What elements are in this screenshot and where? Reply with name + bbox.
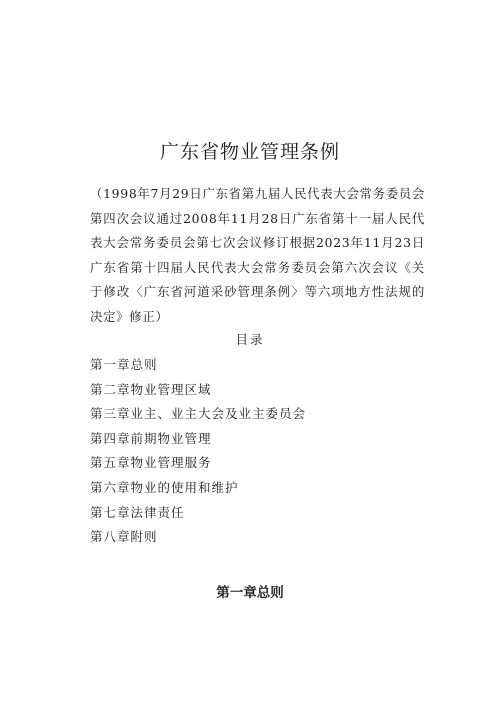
toc-item-chapter-4: 第四章前期物业管理 bbox=[90, 430, 212, 446]
document-title: 广东省物业管理条例 bbox=[159, 141, 340, 163]
toc-item-chapter-5: 第五章物业管理服务 bbox=[90, 455, 212, 471]
toc-item-chapter-2: 第二章物业管理区域 bbox=[90, 381, 212, 397]
chapter-1-heading: 第一章总则 bbox=[216, 585, 284, 601]
toc-item-chapter-3: 第三章业主、业主大会及业主委员会 bbox=[90, 406, 307, 422]
toc-item-chapter-8: 第八章附则 bbox=[90, 529, 158, 545]
toc-heading: 目录 bbox=[235, 332, 265, 347]
table-of-contents bbox=[90, 356, 306, 553]
toc-item-chapter-7: 第七章法律责任 bbox=[90, 504, 185, 520]
toc-item-chapter-6: 第六章物业的使用和维护 bbox=[90, 479, 239, 495]
toc-item-chapter-1: 第一章总则 bbox=[90, 357, 158, 372]
document-preamble: （1998年7月29日广东省第九届人民代表大会常务委员会第四次会议通过2008年11月28日广东省第十一届人民代表大会常务委员会第七次会议修订根据2023年11月23日广东省第十四届人民代表大会常务委员会第六次会议《关于修改〈广东省河道采砂管理条例〉等六项地方性法规的决定》修正） bbox=[90, 186, 425, 324]
